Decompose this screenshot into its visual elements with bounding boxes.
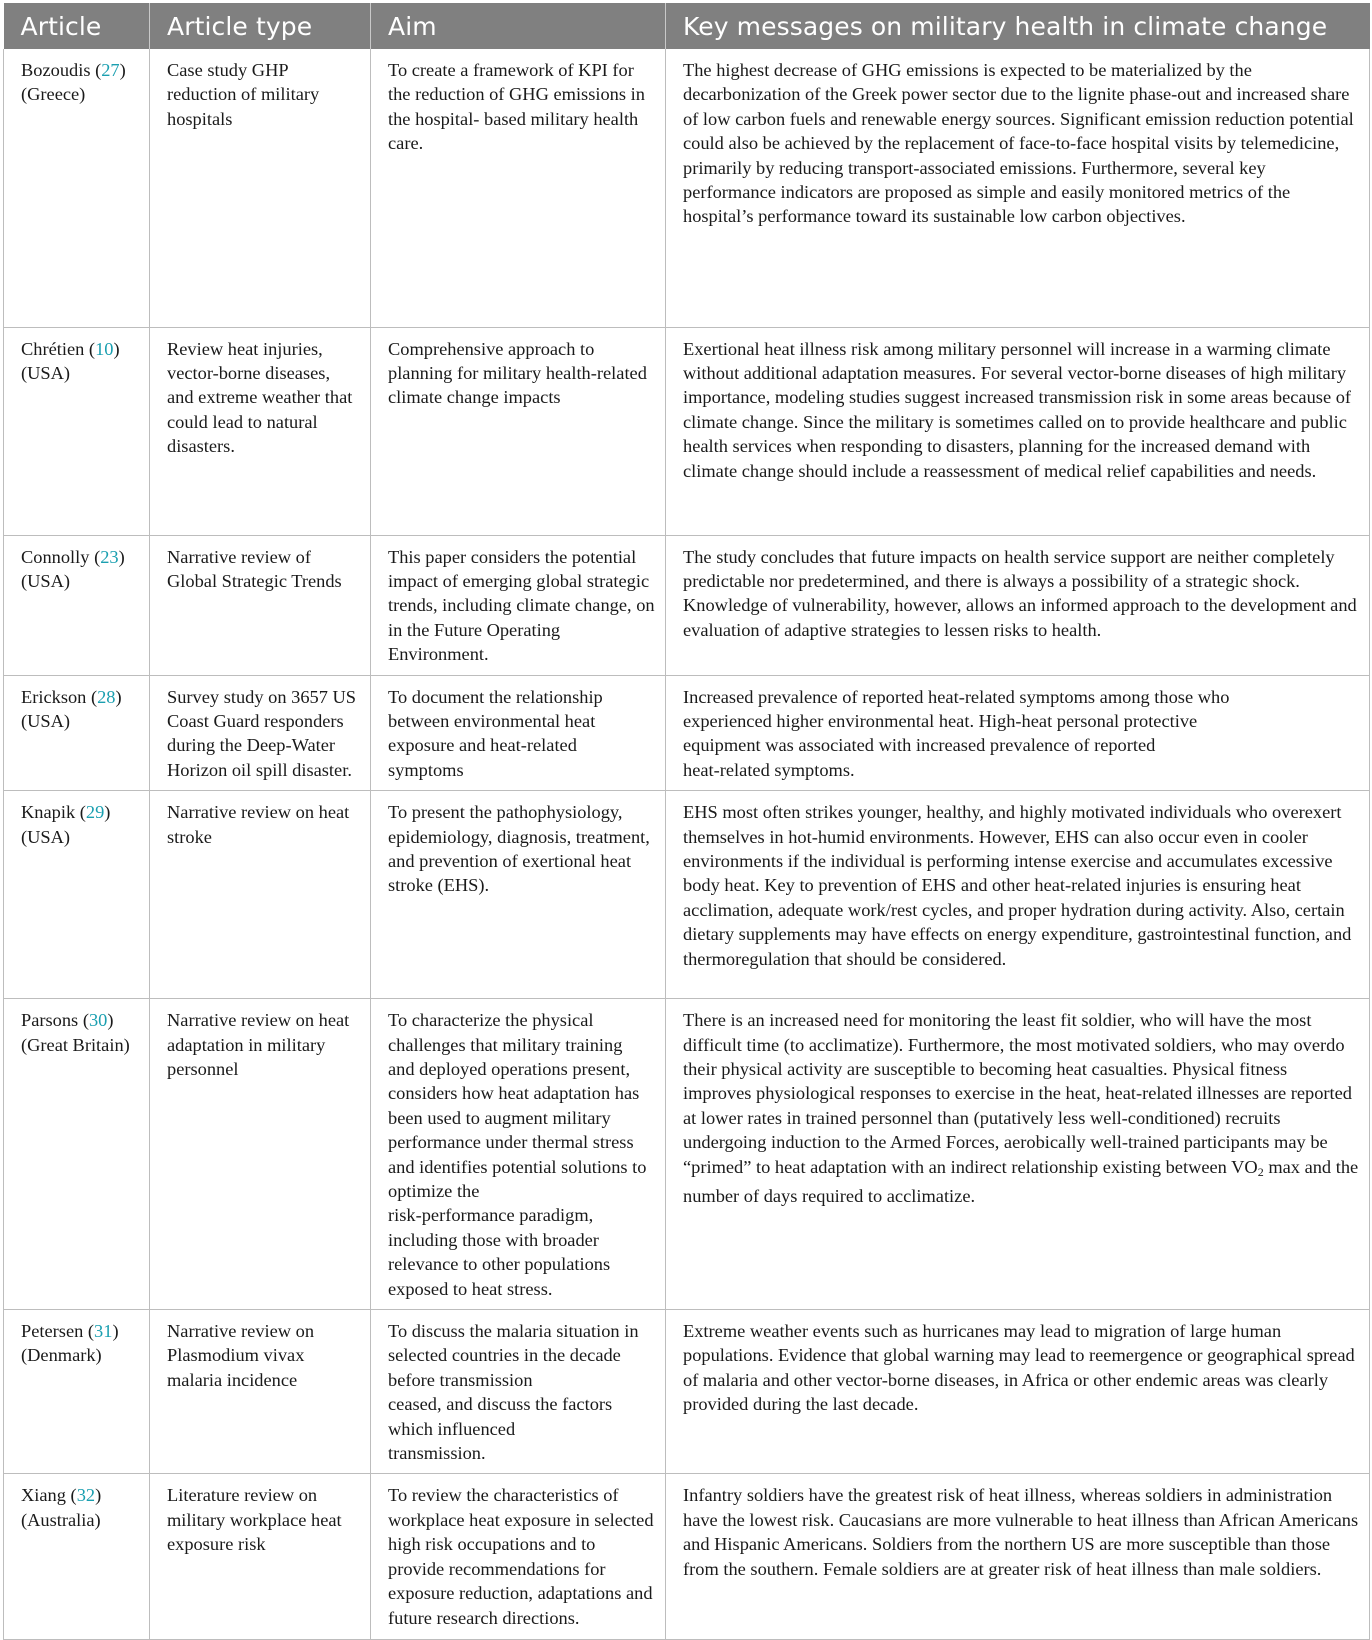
key-message-line: Increased prevalence of reported heat-related symptoms among those who — [683, 686, 1230, 707]
aim-line: performance under thermal stress — [388, 1132, 634, 1153]
table-row — [4, 49, 1370, 327]
aim-line: exposed to heat stress. — [388, 1278, 553, 1299]
author-country: (Australia) — [21, 1509, 101, 1530]
aim-line: transmission. — [388, 1443, 486, 1464]
article-cell: Bozoudis (27) (Greece) — [4, 49, 150, 327]
key-message-line: heat-related symptoms. — [683, 759, 855, 780]
aim-line: To characterize the physical — [388, 1010, 594, 1031]
key-messages-cell: Exertional heat illness risk among military personnel will increase in a warming climate without additional adaptation measures. For several vector-borne diseases of high military importance, modeling studies suggest increased transmission risk in some areas because of climate change. Since the military is sometimes called on to provide healthcare and public health services when responding to disasters, planning for the increased demand with climate change should include a reassessment of medical relief capabilities and needs. — [666, 327, 1370, 535]
table-row — [4, 535, 1370, 675]
aim-line: which influenced — [388, 1418, 516, 1439]
aim-line: challenges that military training — [388, 1034, 623, 1055]
reference-link[interactable]: 29 — [85, 802, 105, 823]
article-cell: Xiang (32) (Australia) — [4, 1474, 150, 1640]
key-messages-cell: Extreme weather events such as hurricanes may lead to migration of large human populations. Evidence that global warning may lead to reemergence or geographical spread of malaria and other vector-borne diseases, in Africa or other endemic areas was clearly provided during the last decade. — [666, 1310, 1370, 1474]
aim-cell: To document the relationship between environmental heat exposure and heat-related symptoms — [371, 675, 666, 791]
aim-line: and deployed operations present, — [388, 1058, 631, 1079]
article-type-cell: Survey study on 3657 US Coast Guard responders during the Deep-Water Horizon oil spill disaster. — [150, 675, 371, 791]
key-messages-cell: The highest decrease of GHG emissions is expected to be materialized by the decarbonization of the Greek power sector due to the lignite phase-out and increased share of low carbon fuels and renewable energy sources. Significant emission reduction potential could also be achieved by the replacement of face-to-face hospital visits by telemedicine, primarily by reducing transport-associated emissions. Furthermore, several key performance indicators are proposed as simple and easily monitored metrics of the hospital’s performance toward its sustainable low carbon objectives. — [666, 49, 1370, 327]
vo2-label: VO — [1231, 1156, 1258, 1177]
aim-line: been used to augment military — [388, 1107, 611, 1128]
article-type-cell: Literature review on military workplace heat exposure risk — [150, 1474, 371, 1640]
aim-line: and identifies potential solutions to — [388, 1156, 647, 1177]
header-key-messages: Key messages on military health in climate change — [666, 3, 1370, 49]
author-country: (Greece) — [21, 84, 86, 105]
aim-line: optimize the — [388, 1181, 480, 1201]
author-name: Knapik — [21, 802, 76, 823]
table-row — [4, 1474, 1370, 1640]
aim-cell — [371, 1310, 666, 1474]
key-messages-cell — [666, 675, 1370, 791]
aim-line: considers how heat adaptation has — [388, 1083, 640, 1104]
key-message-text: There is an increased need for monitoring the least fit soldier, who will have the most difficult time (to acclimatize). Furthermore, the most motivated soldiers, who may overdo their physical activity are susceptible to becoming heat casualties. Physical fitness improves physiological responses to exercise in the heat, heat-related illnesses are reported at lower rates in trained personnel than (putatively less well-conditioned) recruits undergoing induction to the Armed Forces, aerobically well-trained participants may be “primed” to heat adaptation with an indirect relationship existing between — [683, 1010, 1352, 1177]
aim-cell — [371, 999, 666, 1310]
article-type-cell: Narrative review of Global Strategic Trends — [150, 535, 371, 675]
author-name: Petersen — [21, 1321, 84, 1342]
aim-line: To discuss the malaria situation in — [388, 1321, 639, 1342]
article-cell: Parsons (30) (Great Britain) — [4, 999, 150, 1310]
article-cell: Chrétien (10) (USA) — [4, 327, 150, 535]
author-name: Connolly — [21, 546, 90, 567]
author-country: (USA) — [21, 362, 71, 383]
key-messages-cell: The study concludes that future impacts on health service support are neither completely predictable nor predetermined, and there is always a possibility of a strategic shock. Knowledge of vulnerability, however, allows an informed approach to the development and evaluation of adaptive strategies to lessen risks to health. — [666, 535, 1370, 675]
aim-line: risk-performance paradigm, — [388, 1205, 594, 1226]
table-row — [4, 327, 1370, 535]
review-table — [3, 3, 1370, 1640]
table-row — [4, 791, 1370, 999]
reference-link[interactable]: 10 — [95, 338, 114, 359]
author-name: Chrétien — [21, 338, 85, 359]
vo2-subscript: 2 — [1257, 1164, 1264, 1179]
author-name: Bozoudis — [21, 60, 91, 80]
reference-link[interactable]: 28 — [97, 686, 116, 707]
article-type-cell: Narrative review on heat stroke — [150, 791, 371, 999]
author-country: (Denmark) — [21, 1345, 102, 1366]
header-aim: Aim — [371, 3, 666, 49]
aim-line: including those with broader — [388, 1229, 599, 1250]
table-row — [4, 1310, 1370, 1474]
header-article-type: Article type — [150, 3, 371, 49]
reference-link[interactable]: 30 — [88, 1010, 108, 1031]
author-name: Erickson — [21, 686, 87, 707]
article-type-cell: Narrative review on heat adaptation in military personnel — [150, 999, 371, 1310]
author-name: Xiang — [21, 1485, 66, 1506]
reference-link[interactable]: 32 — [76, 1485, 96, 1506]
aim-cell: To present the pathophysiology, epidemiology, diagnosis, treatment, and prevention of exertional heat stroke (EHS). — [371, 791, 666, 999]
key-message-tail: max and the number of days required to acclimatize. — [683, 1156, 1359, 1206]
article-cell: Petersen (31) (Denmark) — [4, 1310, 150, 1474]
table-row — [4, 675, 1370, 791]
reference-link[interactable]: 23 — [100, 546, 119, 567]
aim-line: relevance to other populations — [388, 1254, 611, 1275]
key-messages-cell: EHS most often strikes younger, healthy, and highly motivated individuals who overexert themselves in hot-humid environments. However, EHS can also occur even in cooler environments if the individual is performing intense exercise and accumulates excessive body heat. Key to prevention of EHS and other heat-related injuries is ensuring heat acclimation, adequate work/rest cycles, and proper hydration during activity. Also, certain dietary supplements may have effects on energy expenditure, gastrointestinal function, and thermoregulation that should be considered. — [666, 791, 1370, 999]
key-message-line: equipment was associated with increased prevalence of reported — [683, 735, 1156, 756]
article-type-cell: Review heat injuries, vector-borne diseases, and extreme weather that could lead to natural disasters. — [150, 327, 371, 535]
aim-cell: To review the characteristics of workplace heat exposure in selected high risk occupations and to provide recommendations for exposure reduction, adaptations and future research directions. — [371, 1474, 666, 1640]
article-type-cell: Narrative review on Plasmodium vivax malaria incidence — [150, 1310, 371, 1474]
article-cell: Connolly (23) (USA) — [4, 535, 150, 675]
key-message-line: experienced higher environmental heat. High-heat personal protective — [683, 710, 1198, 731]
aim-line: selected countries in the decade — [388, 1345, 621, 1366]
aim-cell: This paper considers the potential impact of emerging global strategic trends, including climate change, on in the Future Operating Environment. — [371, 535, 666, 675]
aim-cell: Comprehensive approach to planning for military health-related climate change impacts — [371, 327, 666, 535]
aim-line: ceased, and discuss the factors — [388, 1394, 613, 1415]
article-type-cell: Case study GHP reduction of military hospitals — [150, 49, 371, 327]
key-messages-cell — [666, 999, 1370, 1310]
author-country: (USA) — [21, 826, 71, 847]
header-article: Article — [4, 3, 150, 49]
author-country: (Great Britain) — [21, 1034, 130, 1055]
article-cell: Knapik (29) (USA) — [4, 791, 150, 999]
reference-link[interactable]: 27 — [101, 60, 120, 80]
reference-link[interactable]: 31 — [94, 1321, 113, 1342]
author-country: (USA) — [21, 570, 71, 591]
header-row — [4, 3, 1370, 49]
article-cell: Erickson (28) (USA) — [4, 675, 150, 791]
table-row — [4, 999, 1370, 1310]
author-name: Parsons — [21, 1010, 79, 1031]
aim-line: before transmission — [388, 1369, 533, 1390]
aim-cell: To create a framework of KPI for the reduction of GHG emissions in the hospital- based military health care. — [371, 49, 666, 327]
key-messages-cell: Infantry soldiers have the greatest risk of heat illness, whereas soldiers in administration have the lowest risk. Caucasians are more vulnerable to heat illness than African Americans and Hispanic Americans. Soldiers from the northern US are more susceptible than those from the southern. Female soldiers are at greater risk of heat illness than male soldiers. — [666, 1474, 1370, 1640]
author-country: (USA) — [21, 710, 71, 731]
